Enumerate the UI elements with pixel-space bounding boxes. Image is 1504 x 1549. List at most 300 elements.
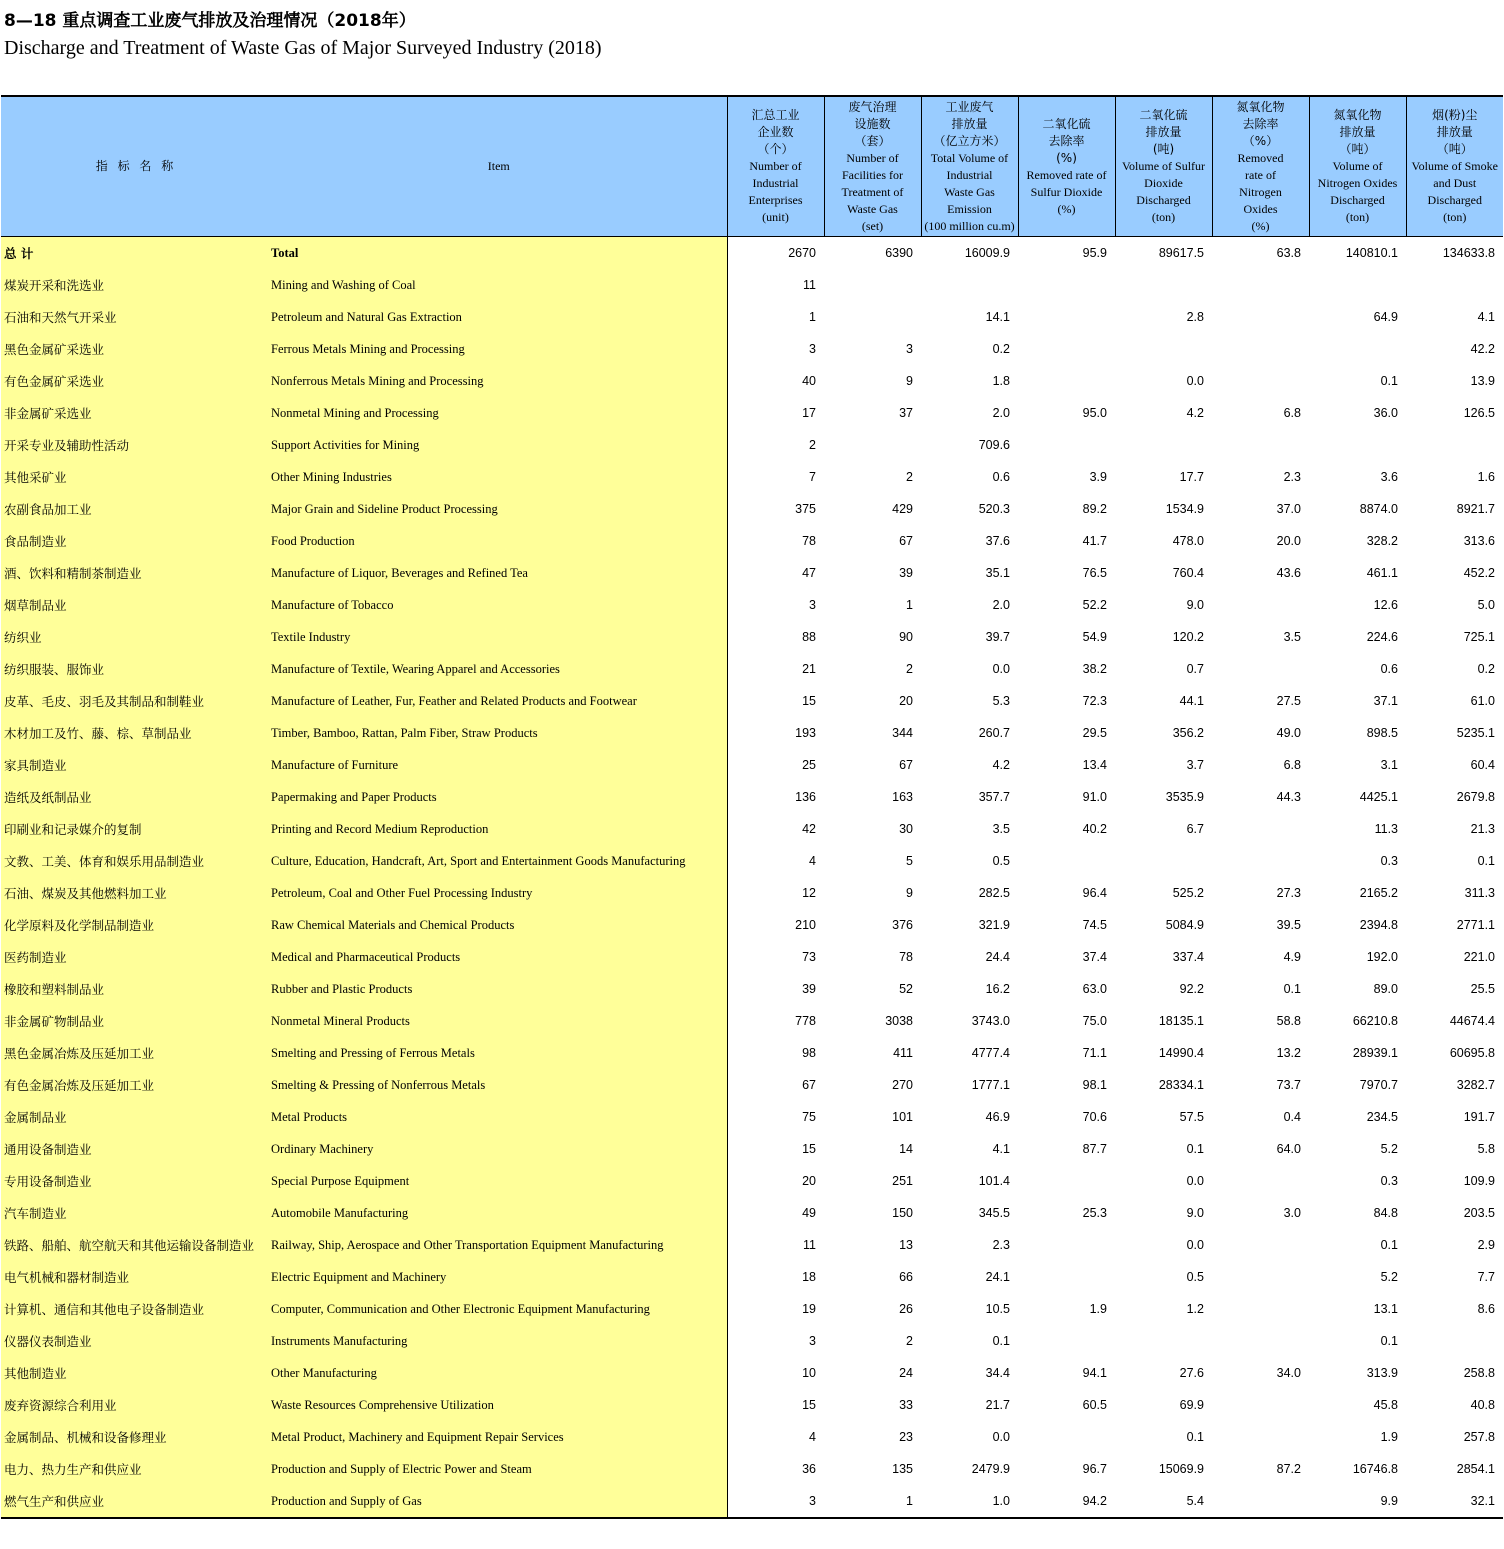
row-label-zh: 化学原料及化学制品制造业 bbox=[1, 909, 271, 941]
cell-col-7 bbox=[1309, 429, 1406, 461]
cell-col-7: 0.1 bbox=[1380, 1238, 1398, 1252]
row-label-en: Special Purpose Equipment bbox=[271, 1165, 727, 1197]
cell-col-4: 70.6 bbox=[1082, 1110, 1107, 1124]
cell-col-2: 2 bbox=[906, 1334, 913, 1348]
cell-col-8: 4.1 bbox=[1477, 310, 1495, 324]
cell-col-4: 1.9 bbox=[1089, 1302, 1107, 1316]
cell-col-7: 0.1 bbox=[1380, 1334, 1398, 1348]
row-label-zh: 专用设备制造业 bbox=[1, 1165, 271, 1197]
header-col-en-line: (ton) bbox=[1151, 210, 1176, 224]
cell-col-3: 0.2 bbox=[992, 342, 1010, 356]
header-col-en-line: Removed rate of bbox=[1026, 167, 1107, 182]
cell-col-5: 14990.4 bbox=[1158, 1046, 1204, 1060]
table-row bbox=[1, 589, 1503, 621]
cell-col-7: 45.8 bbox=[1373, 1398, 1398, 1412]
cell-col-4 bbox=[1018, 1325, 1115, 1357]
cell-col-8 bbox=[1406, 429, 1503, 461]
cell-col-5: 5.4 bbox=[1115, 1485, 1212, 1518]
cell-col-3: 5.3 bbox=[992, 694, 1010, 708]
cell-col-2: 30 bbox=[899, 822, 913, 836]
header-col-en-line: Volume of bbox=[1332, 159, 1383, 173]
row-label-en: Culture, Education, Handcraft, Art, Sport and Entertainment Goods Manufacturing bbox=[271, 845, 727, 877]
cell-col-6: 4.9 bbox=[1283, 950, 1301, 964]
cell-col-2: 37 bbox=[899, 406, 913, 420]
cell-col-2: 20 bbox=[899, 694, 913, 708]
cell-col-3: 101.4 bbox=[978, 1174, 1010, 1188]
cell-col-5: 525.2 bbox=[1172, 886, 1204, 900]
cell-col-2: 13 bbox=[899, 1238, 913, 1252]
header-col-en-line: Discharged bbox=[1427, 193, 1482, 207]
cell-col-2: 2 bbox=[906, 470, 913, 484]
table-row bbox=[1, 1325, 1503, 1357]
cell-col-2: 67 bbox=[899, 534, 913, 548]
cell-col-3: 260.7 bbox=[978, 726, 1010, 740]
header-col-en-line: Dioxide bbox=[1144, 176, 1183, 190]
header-col-zh-line: （%） bbox=[1242, 133, 1279, 148]
cell-col-3: 357.7 bbox=[978, 790, 1010, 804]
cell-col-4: 96.4 bbox=[1082, 886, 1107, 900]
cell-col-5: 1534.9 bbox=[1165, 502, 1204, 516]
cell-col-8: 126.5 bbox=[1463, 406, 1495, 420]
cell-col-6: 27.3 bbox=[1276, 886, 1301, 900]
cell-col-4: 91.0 bbox=[1082, 790, 1107, 804]
cell-col-1: 75 bbox=[727, 1101, 824, 1133]
cell-col-7: 13.1 bbox=[1373, 1302, 1398, 1316]
header-col-en-line: (100 million cu.m) bbox=[924, 218, 1015, 233]
row-label-zh: 烟草制品业 bbox=[1, 589, 271, 621]
cell-col-3: 0.1 bbox=[992, 1334, 1010, 1348]
cell-col-7 bbox=[1309, 333, 1406, 365]
cell-col-4 bbox=[1018, 269, 1115, 301]
cell-col-1: 778 bbox=[727, 1005, 824, 1037]
cell-col-6: 6.8 bbox=[1283, 406, 1301, 420]
row-label-en: Ordinary Machinery bbox=[271, 1133, 727, 1165]
cell-col-6 bbox=[1212, 1485, 1309, 1518]
header-col-6 bbox=[1212, 96, 1309, 237]
cell-col-3: 46.9 bbox=[985, 1110, 1010, 1124]
cell-col-8: 5.0 bbox=[1477, 598, 1495, 612]
cell-col-3 bbox=[921, 269, 1018, 301]
row-label-en: Electric Equipment and Machinery bbox=[271, 1261, 727, 1293]
row-label-en: Instruments Manufacturing bbox=[271, 1325, 727, 1357]
cell-col-5: 0.5 bbox=[1186, 1270, 1204, 1284]
cell-col-3: 2.3 bbox=[992, 1238, 1010, 1252]
cell-col-5: 0.1 bbox=[1186, 1142, 1204, 1156]
cell-col-3: 14.1 bbox=[985, 310, 1010, 324]
cell-col-2: 411 bbox=[893, 1046, 913, 1060]
cell-col-2: 90 bbox=[899, 630, 913, 644]
cell-col-3: 520.3 bbox=[978, 502, 1010, 516]
row-label-zh: 农副食品加工业 bbox=[1, 493, 271, 525]
row-label-zh: 有色金属冶炼及压延加工业 bbox=[1, 1069, 271, 1101]
cell-col-2: 101 bbox=[892, 1110, 913, 1124]
header-col-8 bbox=[1406, 96, 1503, 237]
cell-col-5: 356.2 bbox=[1172, 726, 1204, 740]
cell-col-4: 71.1 bbox=[1082, 1046, 1107, 1060]
cell-col-5 bbox=[1115, 429, 1212, 461]
cell-col-7 bbox=[1309, 269, 1406, 301]
header-col-3 bbox=[921, 96, 1018, 237]
cell-col-2: 33 bbox=[899, 1398, 913, 1412]
header-col-en-line: Sulfur Dioxide bbox=[1030, 184, 1103, 199]
cell-col-3: 3743.0 bbox=[971, 1014, 1010, 1028]
cell-col-7: 0.3 bbox=[1380, 1174, 1398, 1188]
row-label-zh: 橡胶和塑料制品业 bbox=[1, 973, 271, 1005]
header-row bbox=[1, 96, 1503, 237]
cell-col-1: 15 bbox=[727, 685, 824, 717]
cell-col-1: 11 bbox=[727, 1229, 824, 1261]
cell-col-6: 2.3 bbox=[1283, 470, 1301, 484]
row-label-en: Production and Supply of Electric Power and Steam bbox=[271, 1453, 727, 1485]
cell-col-4 bbox=[1018, 1229, 1115, 1261]
cell-col-1: 3 bbox=[727, 589, 824, 621]
cell-col-5: 337.4 bbox=[1172, 950, 1204, 964]
row-label-en: Medical and Pharmaceutical Products bbox=[271, 941, 727, 973]
header-col-1 bbox=[727, 96, 824, 237]
header-col-en-line: (unit) bbox=[762, 210, 789, 224]
row-label-zh: 黑色金属冶炼及压延加工业 bbox=[1, 1037, 271, 1069]
cell-col-8: 0.2 bbox=[1477, 662, 1495, 676]
cell-col-2: 344 bbox=[892, 726, 913, 740]
cell-col-1: 40 bbox=[727, 365, 824, 397]
cell-col-5: 6.7 bbox=[1186, 822, 1204, 836]
table-row bbox=[1, 493, 1503, 525]
row-label-en: Papermaking and Paper Products bbox=[271, 781, 727, 813]
cell-col-8: 25.5 bbox=[1470, 982, 1495, 996]
row-label-zh: 铁路、船舶、航空航天和其他运输设备制造业 bbox=[1, 1229, 271, 1261]
cell-col-8: 221.0 bbox=[1463, 950, 1495, 964]
cell-col-4: 87.7 bbox=[1082, 1142, 1107, 1156]
row-label-en: Nonmetal Mining and Processing bbox=[271, 397, 727, 429]
cell-col-7: 2165.2 bbox=[1359, 886, 1398, 900]
table-row bbox=[1, 749, 1503, 781]
cell-col-4: 41.7 bbox=[1082, 534, 1107, 548]
cell-col-6 bbox=[1212, 589, 1309, 621]
row-label-en: Nonferrous Metals Mining and Processing bbox=[271, 365, 727, 397]
cell-col-2: 3038 bbox=[885, 1014, 913, 1028]
cell-col-1: 12 bbox=[727, 877, 824, 909]
cell-col-2: 24 bbox=[899, 1366, 913, 1380]
cell-col-3: 2.0 bbox=[992, 406, 1010, 420]
cell-col-1: 88 bbox=[727, 621, 824, 653]
cell-col-1: 7 bbox=[727, 461, 824, 493]
row-label-zh: 医药制造业 bbox=[1, 941, 271, 973]
cell-col-5: 3.7 bbox=[1186, 758, 1204, 772]
cell-col-1: 25 bbox=[727, 749, 824, 781]
cell-col-1: 20 bbox=[727, 1165, 824, 1197]
cell-col-6: 3.5 bbox=[1283, 630, 1301, 644]
cell-col-5: 0.0 bbox=[1186, 1238, 1204, 1252]
cell-col-5: 3535.9 bbox=[1165, 790, 1204, 804]
cell-col-4: 60.5 bbox=[1082, 1398, 1107, 1412]
cell-col-1: 15 bbox=[727, 1389, 824, 1421]
cell-col-3: 2.0 bbox=[992, 598, 1010, 612]
header-col-en-line: Number of bbox=[749, 159, 802, 173]
cell-col-7: 234.5 bbox=[1366, 1110, 1398, 1124]
row-label-zh: 有色金属矿采选业 bbox=[1, 365, 271, 397]
row-label-en: Petroleum and Natural Gas Extraction bbox=[271, 301, 727, 333]
cell-col-6: 13.2 bbox=[1276, 1046, 1301, 1060]
cell-col-4: 95.9 bbox=[1082, 246, 1107, 260]
cell-col-2: 163 bbox=[892, 790, 913, 804]
row-label-en: Waste Resources Comprehensive Utilization bbox=[271, 1389, 727, 1421]
cell-col-3: 0.0 bbox=[992, 1430, 1010, 1444]
cell-col-8: 3282.7 bbox=[1456, 1078, 1495, 1092]
header-col-en-line: Total Volume of bbox=[930, 150, 1009, 165]
header-col-zh-line: 二氧化硫 bbox=[1139, 108, 1188, 122]
cell-col-7: 2394.8 bbox=[1359, 918, 1398, 932]
table-row bbox=[1, 1133, 1503, 1165]
header-col-en-line: Enterprises bbox=[748, 193, 803, 207]
cell-col-6 bbox=[1212, 1389, 1309, 1421]
cell-col-4 bbox=[1018, 429, 1115, 461]
row-label-en: Textile Industry bbox=[271, 621, 727, 653]
cell-col-4: 94.2 bbox=[1018, 1485, 1115, 1518]
cell-col-6: 27.5 bbox=[1276, 694, 1301, 708]
cell-col-8: 60695.8 bbox=[1449, 1046, 1495, 1060]
header-col-en-line: (ton) bbox=[1345, 210, 1370, 224]
table-row bbox=[1, 685, 1503, 717]
cell-col-1: 49 bbox=[727, 1197, 824, 1229]
cell-col-8 bbox=[1406, 1325, 1503, 1357]
cell-col-3: 2479.9 bbox=[971, 1462, 1010, 1476]
page-title-en: Discharge and Treatment of Waste Gas of Major Surveyed Industry (2018) bbox=[4, 37, 602, 59]
cell-col-4: 89.2 bbox=[1082, 502, 1107, 516]
table-row bbox=[1, 269, 1503, 301]
cell-col-8: 7.7 bbox=[1477, 1270, 1495, 1284]
cell-col-7: 3.1 bbox=[1380, 758, 1398, 772]
cell-col-4: 40.2 bbox=[1082, 822, 1107, 836]
header-col-zh-line: 去除率 bbox=[1242, 116, 1279, 131]
cell-col-4 bbox=[1018, 301, 1115, 333]
cell-col-2: 66 bbox=[899, 1270, 913, 1284]
header-col-en-line: Industrial bbox=[946, 167, 993, 182]
cell-col-4: 29.5 bbox=[1082, 726, 1107, 740]
cell-col-4: 52.2 bbox=[1082, 598, 1107, 612]
cell-col-2: 251 bbox=[892, 1174, 913, 1188]
table-row bbox=[1, 1485, 1503, 1518]
header-col-zh-line: 排放量 bbox=[951, 116, 988, 131]
cell-col-5: 5084.9 bbox=[1165, 918, 1204, 932]
cell-col-7: 9.9 bbox=[1309, 1485, 1406, 1518]
row-label-zh: 纺织业 bbox=[1, 621, 271, 653]
cell-col-4: 75.0 bbox=[1082, 1014, 1107, 1028]
cell-col-7: 1.9 bbox=[1380, 1430, 1398, 1444]
cell-col-7: 224.6 bbox=[1366, 630, 1398, 644]
page-title-zh: 8—18 重点调查工业废气排放及治理情况（2018年） bbox=[4, 11, 416, 31]
cell-col-1: 193 bbox=[727, 717, 824, 749]
cell-col-8: 32.1 bbox=[1406, 1485, 1503, 1518]
cell-col-2: 3 bbox=[906, 342, 913, 356]
cell-col-3: 709.6 bbox=[978, 438, 1010, 452]
cell-col-2: 150 bbox=[892, 1206, 913, 1220]
cell-col-6: 58.8 bbox=[1276, 1014, 1301, 1028]
cell-col-4: 38.2 bbox=[1082, 662, 1107, 676]
cell-col-7: 898.5 bbox=[1366, 726, 1398, 740]
cell-col-8 bbox=[1406, 269, 1503, 301]
total-row bbox=[1, 237, 1503, 270]
cell-col-8: 21.3 bbox=[1470, 822, 1495, 836]
cell-col-5: 478.0 bbox=[1172, 534, 1204, 548]
cell-col-8: 452.2 bbox=[1463, 566, 1495, 580]
cell-col-7: 4425.1 bbox=[1359, 790, 1398, 804]
header-col-en-line: Waste Gas bbox=[944, 184, 995, 199]
cell-col-1: 42 bbox=[727, 813, 824, 845]
cell-col-7: 5.2 bbox=[1380, 1142, 1398, 1156]
cell-col-7: 7970.7 bbox=[1359, 1078, 1398, 1092]
row-label-zh: 其他制造业 bbox=[1, 1357, 271, 1389]
row-label-en: Production and Supply of Gas bbox=[271, 1485, 727, 1518]
cell-col-6 bbox=[1212, 813, 1309, 845]
header-col-en-line: (%) bbox=[1057, 201, 1076, 216]
cell-col-4: 74.5 bbox=[1082, 918, 1107, 932]
header-col-zh-line: （吨） bbox=[1339, 142, 1376, 156]
cell-col-8: 134633.8 bbox=[1442, 246, 1495, 260]
cell-col-6 bbox=[1212, 1229, 1309, 1261]
cell-col-5: 27.6 bbox=[1179, 1366, 1204, 1380]
row-label-zh: 汽车制造业 bbox=[1, 1197, 271, 1229]
cell-col-3: 4.1 bbox=[992, 1142, 1010, 1156]
header-label-zh: 指 标 名 称 bbox=[1, 96, 271, 237]
header-col-zh-line: （亿立方米） bbox=[933, 133, 1006, 148]
table-row bbox=[1, 1421, 1503, 1453]
cell-col-6 bbox=[1212, 365, 1309, 397]
cell-col-5: 120.2 bbox=[1172, 630, 1204, 644]
row-label-zh: 黑色金属矿采选业 bbox=[1, 333, 271, 365]
cell-col-6 bbox=[1212, 653, 1309, 685]
cell-col-2 bbox=[824, 269, 921, 301]
cell-col-4 bbox=[1018, 1421, 1115, 1453]
header-col-en-line: and Dust bbox=[1433, 176, 1477, 190]
row-label-en: Raw Chemical Materials and Chemical Products bbox=[271, 909, 727, 941]
cell-col-3: 35.1 bbox=[985, 566, 1010, 580]
cell-col-7: 28939.1 bbox=[1352, 1046, 1398, 1060]
table-row bbox=[1, 813, 1503, 845]
cell-col-1: 19 bbox=[727, 1293, 824, 1325]
cell-col-6 bbox=[1212, 845, 1309, 877]
table-row bbox=[1, 1357, 1503, 1389]
table-row bbox=[1, 301, 1503, 333]
cell-col-8: 8.6 bbox=[1477, 1302, 1495, 1316]
header-col-zh-line: （套） bbox=[854, 133, 891, 148]
cell-col-6 bbox=[1212, 301, 1309, 333]
cell-col-3: 1.0 bbox=[921, 1485, 1018, 1518]
cell-col-7: 16746.8 bbox=[1352, 1462, 1398, 1476]
table-row bbox=[1, 557, 1503, 589]
cell-col-4: 96.7 bbox=[1082, 1462, 1107, 1476]
cell-col-7: 3.6 bbox=[1380, 470, 1398, 484]
cell-col-8: 5235.1 bbox=[1456, 726, 1495, 740]
cell-col-1: 4 bbox=[727, 1421, 824, 1453]
cell-col-6: 20.0 bbox=[1276, 534, 1301, 548]
table-row bbox=[1, 973, 1503, 1005]
cell-col-3: 21.7 bbox=[985, 1398, 1010, 1412]
cell-col-1: 136 bbox=[727, 781, 824, 813]
cell-col-5: 0.7 bbox=[1186, 662, 1204, 676]
cell-col-5: 92.2 bbox=[1179, 982, 1204, 996]
header-col-en-line: Emission bbox=[947, 201, 992, 216]
row-label-zh: 木材加工及竹、藤、棕、草制品业 bbox=[1, 717, 271, 749]
cell-col-1: 2670 bbox=[727, 237, 824, 270]
row-label-zh: 文教、工美、体育和娱乐用品制造业 bbox=[1, 845, 271, 877]
cell-col-2 bbox=[824, 429, 921, 461]
table-row bbox=[1, 365, 1503, 397]
cell-col-4: 95.0 bbox=[1082, 406, 1107, 420]
cell-col-3: 1777.1 bbox=[971, 1078, 1010, 1092]
cell-col-6 bbox=[1212, 1293, 1309, 1325]
cell-col-3: 0.6 bbox=[992, 470, 1010, 484]
cell-col-7: 0.1 bbox=[1380, 374, 1398, 388]
cell-col-1: 1 bbox=[727, 301, 824, 333]
cell-col-1: 17 bbox=[727, 397, 824, 429]
cell-col-5 bbox=[1115, 333, 1212, 365]
row-label-zh: 废弃资源综合利用业 bbox=[1, 1389, 271, 1421]
table-row bbox=[1, 1005, 1503, 1037]
row-label-zh: 金属制品业 bbox=[1, 1101, 271, 1133]
header-col-2 bbox=[824, 96, 921, 237]
row-label-zh: 电力、热力生产和供应业 bbox=[1, 1453, 271, 1485]
cell-col-8: 109.9 bbox=[1463, 1174, 1495, 1188]
cell-col-6 bbox=[1212, 1261, 1309, 1293]
cell-col-3: 37.6 bbox=[985, 534, 1010, 548]
row-label-en: Manufacture of Tobacco bbox=[271, 589, 727, 621]
cell-col-4 bbox=[1018, 1261, 1115, 1293]
row-label-en: Petroleum, Coal and Other Fuel Processing Industry bbox=[271, 877, 727, 909]
cell-col-4: 25.3 bbox=[1082, 1206, 1107, 1220]
cell-col-8: 61.0 bbox=[1470, 694, 1495, 708]
header-col-zh-line: 氮氧化物 bbox=[1236, 99, 1285, 114]
cell-col-6: 3.0 bbox=[1283, 1206, 1301, 1220]
cell-col-1: 10 bbox=[727, 1357, 824, 1389]
cell-col-8: 2679.8 bbox=[1456, 790, 1495, 804]
cell-col-5: 0.0 bbox=[1186, 374, 1204, 388]
cell-col-2: 270 bbox=[892, 1078, 913, 1092]
cell-col-2: 39 bbox=[899, 566, 913, 580]
cell-col-6: 0.1 bbox=[1283, 982, 1301, 996]
cell-col-4: 76.5 bbox=[1082, 566, 1107, 580]
header-col-zh-line: 去除率 bbox=[1048, 133, 1085, 148]
row-label-zh: 非金属矿采选业 bbox=[1, 397, 271, 429]
cell-col-2: 2 bbox=[906, 662, 913, 676]
cell-col-5: 69.9 bbox=[1179, 1398, 1204, 1412]
cell-col-3: 321.9 bbox=[978, 918, 1010, 932]
cell-col-2: 14 bbox=[899, 1142, 913, 1156]
table-row bbox=[1, 941, 1503, 973]
cell-col-7: 328.2 bbox=[1366, 534, 1398, 548]
cell-col-1: 4 bbox=[727, 845, 824, 877]
row-label-zh: 非金属矿物制品业 bbox=[1, 1005, 271, 1037]
cell-col-7: 12.6 bbox=[1373, 598, 1398, 612]
cell-col-1: 18 bbox=[727, 1261, 824, 1293]
row-label-en: Total bbox=[271, 237, 727, 270]
row-label-en: Metal Product, Machinery and Equipment Repair Services bbox=[271, 1421, 727, 1453]
cell-col-1: 3 bbox=[727, 333, 824, 365]
table-body bbox=[1, 237, 1503, 1519]
header-col-zh-line: 企业数 bbox=[757, 125, 794, 139]
cell-col-5: 89617.5 bbox=[1158, 246, 1204, 260]
header-col-en-line: Number of bbox=[846, 150, 899, 165]
row-label-en: Smelting & Pressing of Nonferrous Metals bbox=[271, 1069, 727, 1101]
cell-col-6: 64.0 bbox=[1276, 1142, 1301, 1156]
row-label-zh: 通用设备制造业 bbox=[1, 1133, 271, 1165]
header-col-zh-line: (吨) bbox=[1152, 142, 1175, 156]
cell-col-5: 9.0 bbox=[1186, 1206, 1204, 1220]
table-row bbox=[1, 717, 1503, 749]
cell-col-7: 37.1 bbox=[1373, 694, 1398, 708]
cell-col-2: 6390 bbox=[885, 246, 913, 260]
cell-col-6 bbox=[1212, 1165, 1309, 1197]
cell-col-1: 375 bbox=[727, 493, 824, 525]
